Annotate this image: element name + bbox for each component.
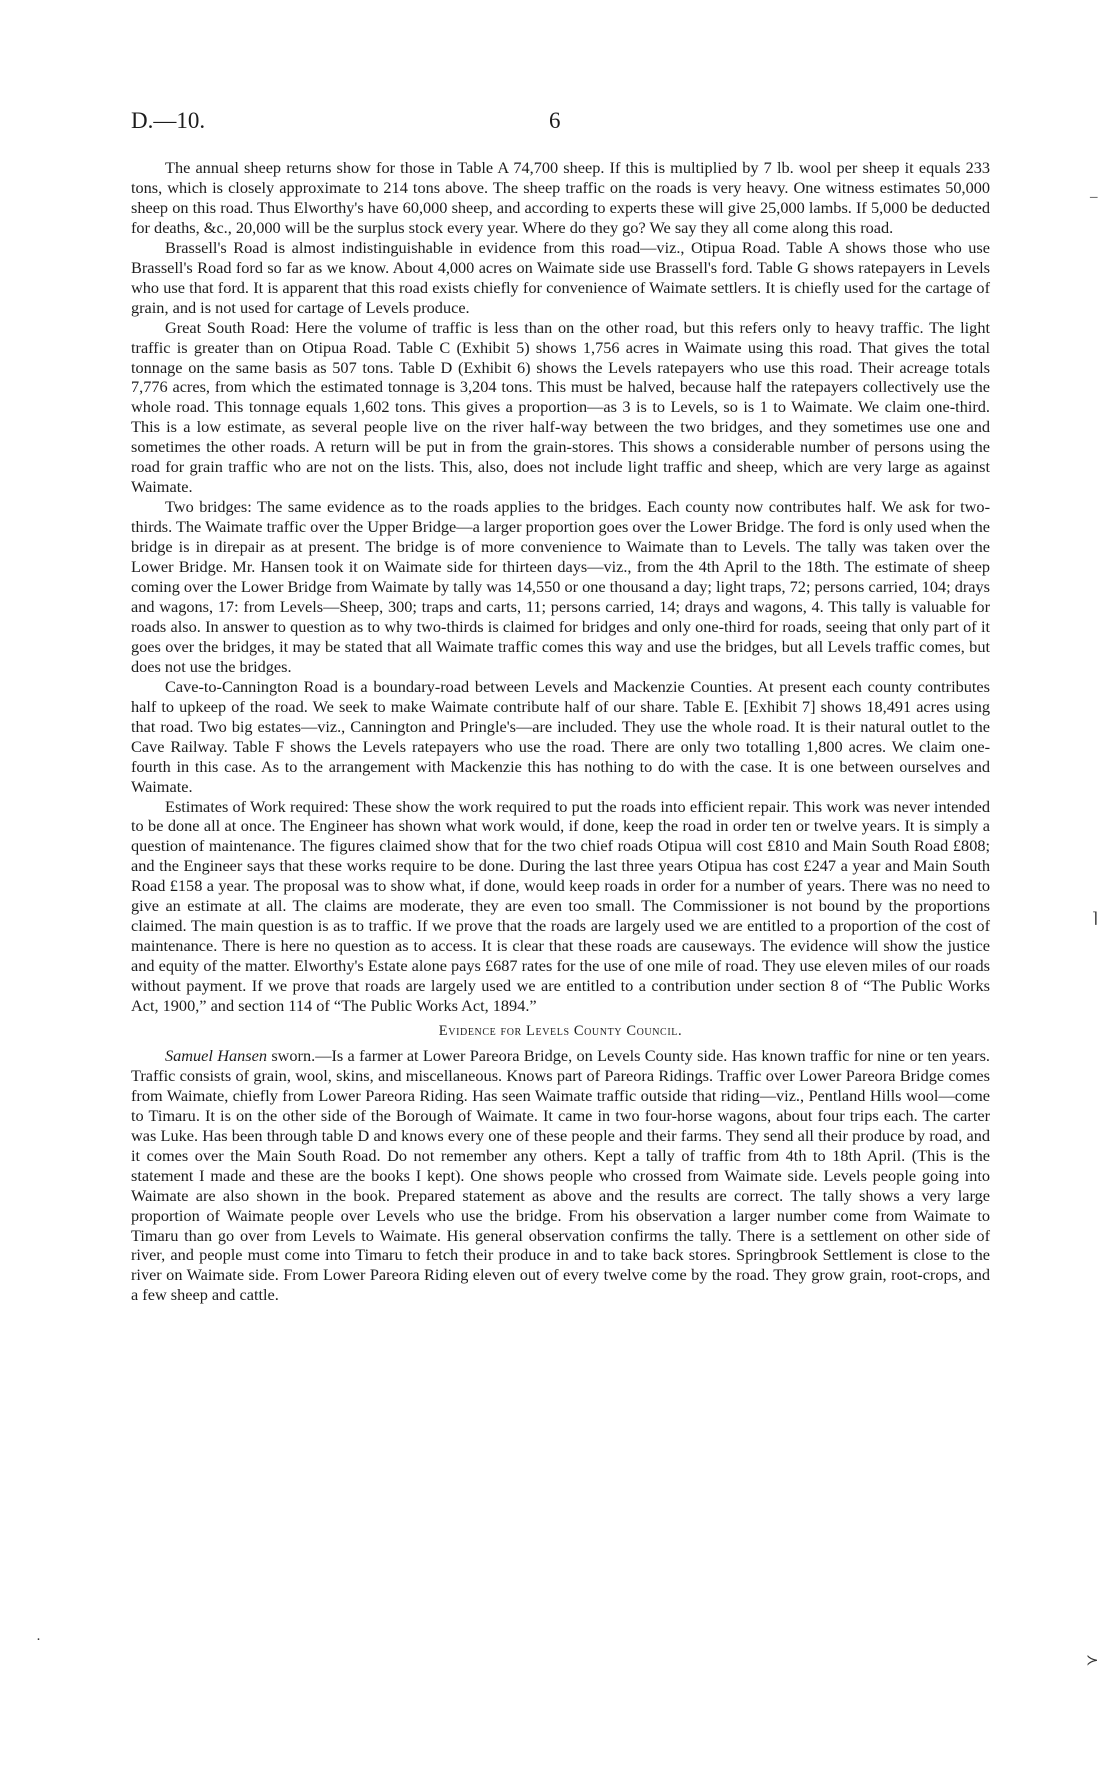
witness-name: Samuel Hansen (165, 1045, 267, 1065)
section-heading: Evidence for Levels County Council. (438, 1022, 683, 1039)
paragraph-cave-cannington-road: Cave-to-Cannington Road is a boundary-road between Levels and Mackenzie Counties. At present each county contributes half to upkeep of the road. We seek to make Waimate contribute half of our share. Table E. [Exhibit 7] shows 18,491 acres using that road. Two big estates—viz., Cannington and Pringle's—are included. They use the whole road. It is their natural outlet to the Cave Railway. Table F shows the Levels ratepayers who use the road. There are only two totalling 1,800 acres. We claim one-fourth in this case. As to the arrangement with Mackenzie this has nothing to do with the case. It is one between ourselves and Waimate. (131, 676, 990, 796)
margin-mark-chevron-icon: ≻ (1086, 1653, 1099, 1669)
paragraph-brassells-road: Brassell's Road is almost indistinguishable in evidence from this road—viz., Otipua Road. Table A shows those who use Brassell's Road ford so far as we know. About 4,000 acres on Waimate side use Brassell's ford. Table G shows ratepayers in Levels who use that ford. It is apparent that this road exists chiefly for convenience of Waimate settlers. It is chiefly used for the cartage of grain, and is not used for cartage of Levels produce. (131, 237, 990, 317)
document-body (131, 158, 990, 1305)
paragraph-two-bridges: Two bridges: The same evidence as to the roads applies to the bridges. Each county now contributes half. We ask for two-thirds. The Waimate traffic over the Upper Bridge—a larger proportion goes over the Lower Bridge. The ford is only used when the bridge is in direpair as at present. The bridge is of more convenience to Waimate than to Levels. The tally was taken over the Lower Bridge. Mr. Hansen took it on Waimate side for thirteen days—viz., from the 4th April to the 18th. The estimate of sheep coming over the Lower Bridge from Waimate by tally was 14,550 or one thousand a day; light traps, 72; persons carried, 104; drays and wagons, 17: from Levels—Sheep, 300; traps and carts, 11; persons carried, 14; drays and wagons, 4. This tally is valuable for roads also. In answer to question as to why two-thirds is claimed for bridges and only one-third for roads, seeing that only part of it goes over the bridges, it may be stated that all Waimate traffic comes this way and use the bridges, but all Levels traffic comes, but does not use the bridges. (131, 497, 990, 676)
paragraph-sheep-returns: The annual sheep returns show for those in Table A 74,700 sheep. If this is multiplied by 7 lb. wool per sheep it equals 233 tons, which is closely approximate to 214 tons above. The sheep traffic on the roads is very heavy. One witness estimates 50,000 sheep on this road. Thus Elworthy's have 60,000 sheep, and according to experts these will give 25,000 lambs. If 5,000 be deducted for deaths, &c., 20,000 will be the surplus stock every year. Where do they go? We say they all come along this road. (131, 158, 990, 237)
document-reference: D.—10. (131, 108, 206, 133)
paragraph-witness-evidence (131, 1046, 990, 1305)
margin-mark-dash-icon: – (1090, 189, 1098, 205)
margin-mark-dot-icon: · (36, 1632, 41, 1648)
page-number: 6 (549, 108, 561, 133)
margin-mark-bracket-icon: ⌉ (1092, 911, 1098, 927)
witness-testimony: sworn.—Is a farmer at Lower Pareora Bridge, on Levels County side. Has known traffic for nine or ten years. Traffic consists of grain, wool, skins, and miscellaneous. Knows part of Pareora Ridings. Traffic over Lower Pareora Bridge comes from Waimate, chiefly from Lower Pareora Riding. Has seen Waimate traffic outside that riding—viz., Pentland Hills wool—come to Timaru. It is on the other side of the Borough of Waimate. It came in two four-horse wagons, about four trips each. The carter was Luke. Has been through table D and knows every one of these people and their farms. They send all their produce by road, and it comes over the Main South Road. Do not remember any others. Kept a tally of traffic from 4th to 18th April. (This is the statement I made and these are the books I kept). One shows people who crossed from Waimate side. Levels people going into Waimate are also shown in the book. Prepared statement as above and the results are correct. The tally shows a very large proportion of Waimate people over Levels who use the bridge. From his observation a larger number come from Waimate to Timaru than go over from Levels to Waimate. His general observation confirms the tally. There is a settlement on other side of river, and people must come into Timaru to fetch their produce in and to take back stores. Springbrook Settlement is close to the river on Waimate side. From Lower Pareora Riding eleven out of every twelve come by the road. They grow grain, root-crops, and a few sheep and cattle. (131, 1045, 990, 1305)
paragraph-estimates-of-work: Estimates of Work required: These show the work required to put the roads into efficient repair. This work was never intended to be done all at once. The Engineer has shown what work would, if done, keep the road in order ten or twelve years. It is simply a question of maintenance. The figures claimed show that for the two chief roads Otipua will cost £810 and Main South Road £808; and the Engineer says that these works require to be done. During the last three years Otipua has cost £247 a year and Main South Road £158 a year. The proposal was to show what, if done, would keep roads in order for a number of years. There was no need to give an estimate at all. The claims are moderate, they are even too small. The Commissioner is not bound by the proportions claimed. The main question is as to traffic. If we prove that the roads are largely used we are entitled to a proportion of the cost of maintenance. There is here no question as to access. It is clear that these roads are causeways. The evidence will show the justice and equity of the matter. Elworthy's Estate alone pays £687 rates for the use of one mile of road. They use eleven miles of our roads without payment. If we prove that roads are largely used we are entitled to a contribution under section 8 of “The Public Works Act, 1900,” and section 114 of “The Public Works Act, 1894.” (131, 796, 990, 1016)
paragraph-great-south-road: Great South Road: Here the volume of traffic is less than on the other road, but this refers only to heavy traffic. The light traffic is greater than on Otipua Road. Table C (Exhibit 5) shows 1,756 acres in Waimate using this road. That gives the total tonnage on the same basis as 507 tons. Table D (Exhibit 6) shows the Levels ratepayers who use this road. Their acreage totals 7,776 acres, from which the estimated tonnage is 3,204 tons. This must be halved, because half the ratepayers collectively use the whole road. This tonnage equals 1,602 tons. This gives a proportion—as 3 is to Levels, so is 1 to Waimate. We claim one-third. This is a low estimate, as several people live on the river half-way between the two bridges, and they sometimes use one and sometimes the other roads. A return will be put in from the grain-stores. This shows a considerable number of persons using the road for grain traffic who are not on the lists. This, also, does not include light traffic and sheep, which are very large as against Waimate. (131, 317, 990, 497)
